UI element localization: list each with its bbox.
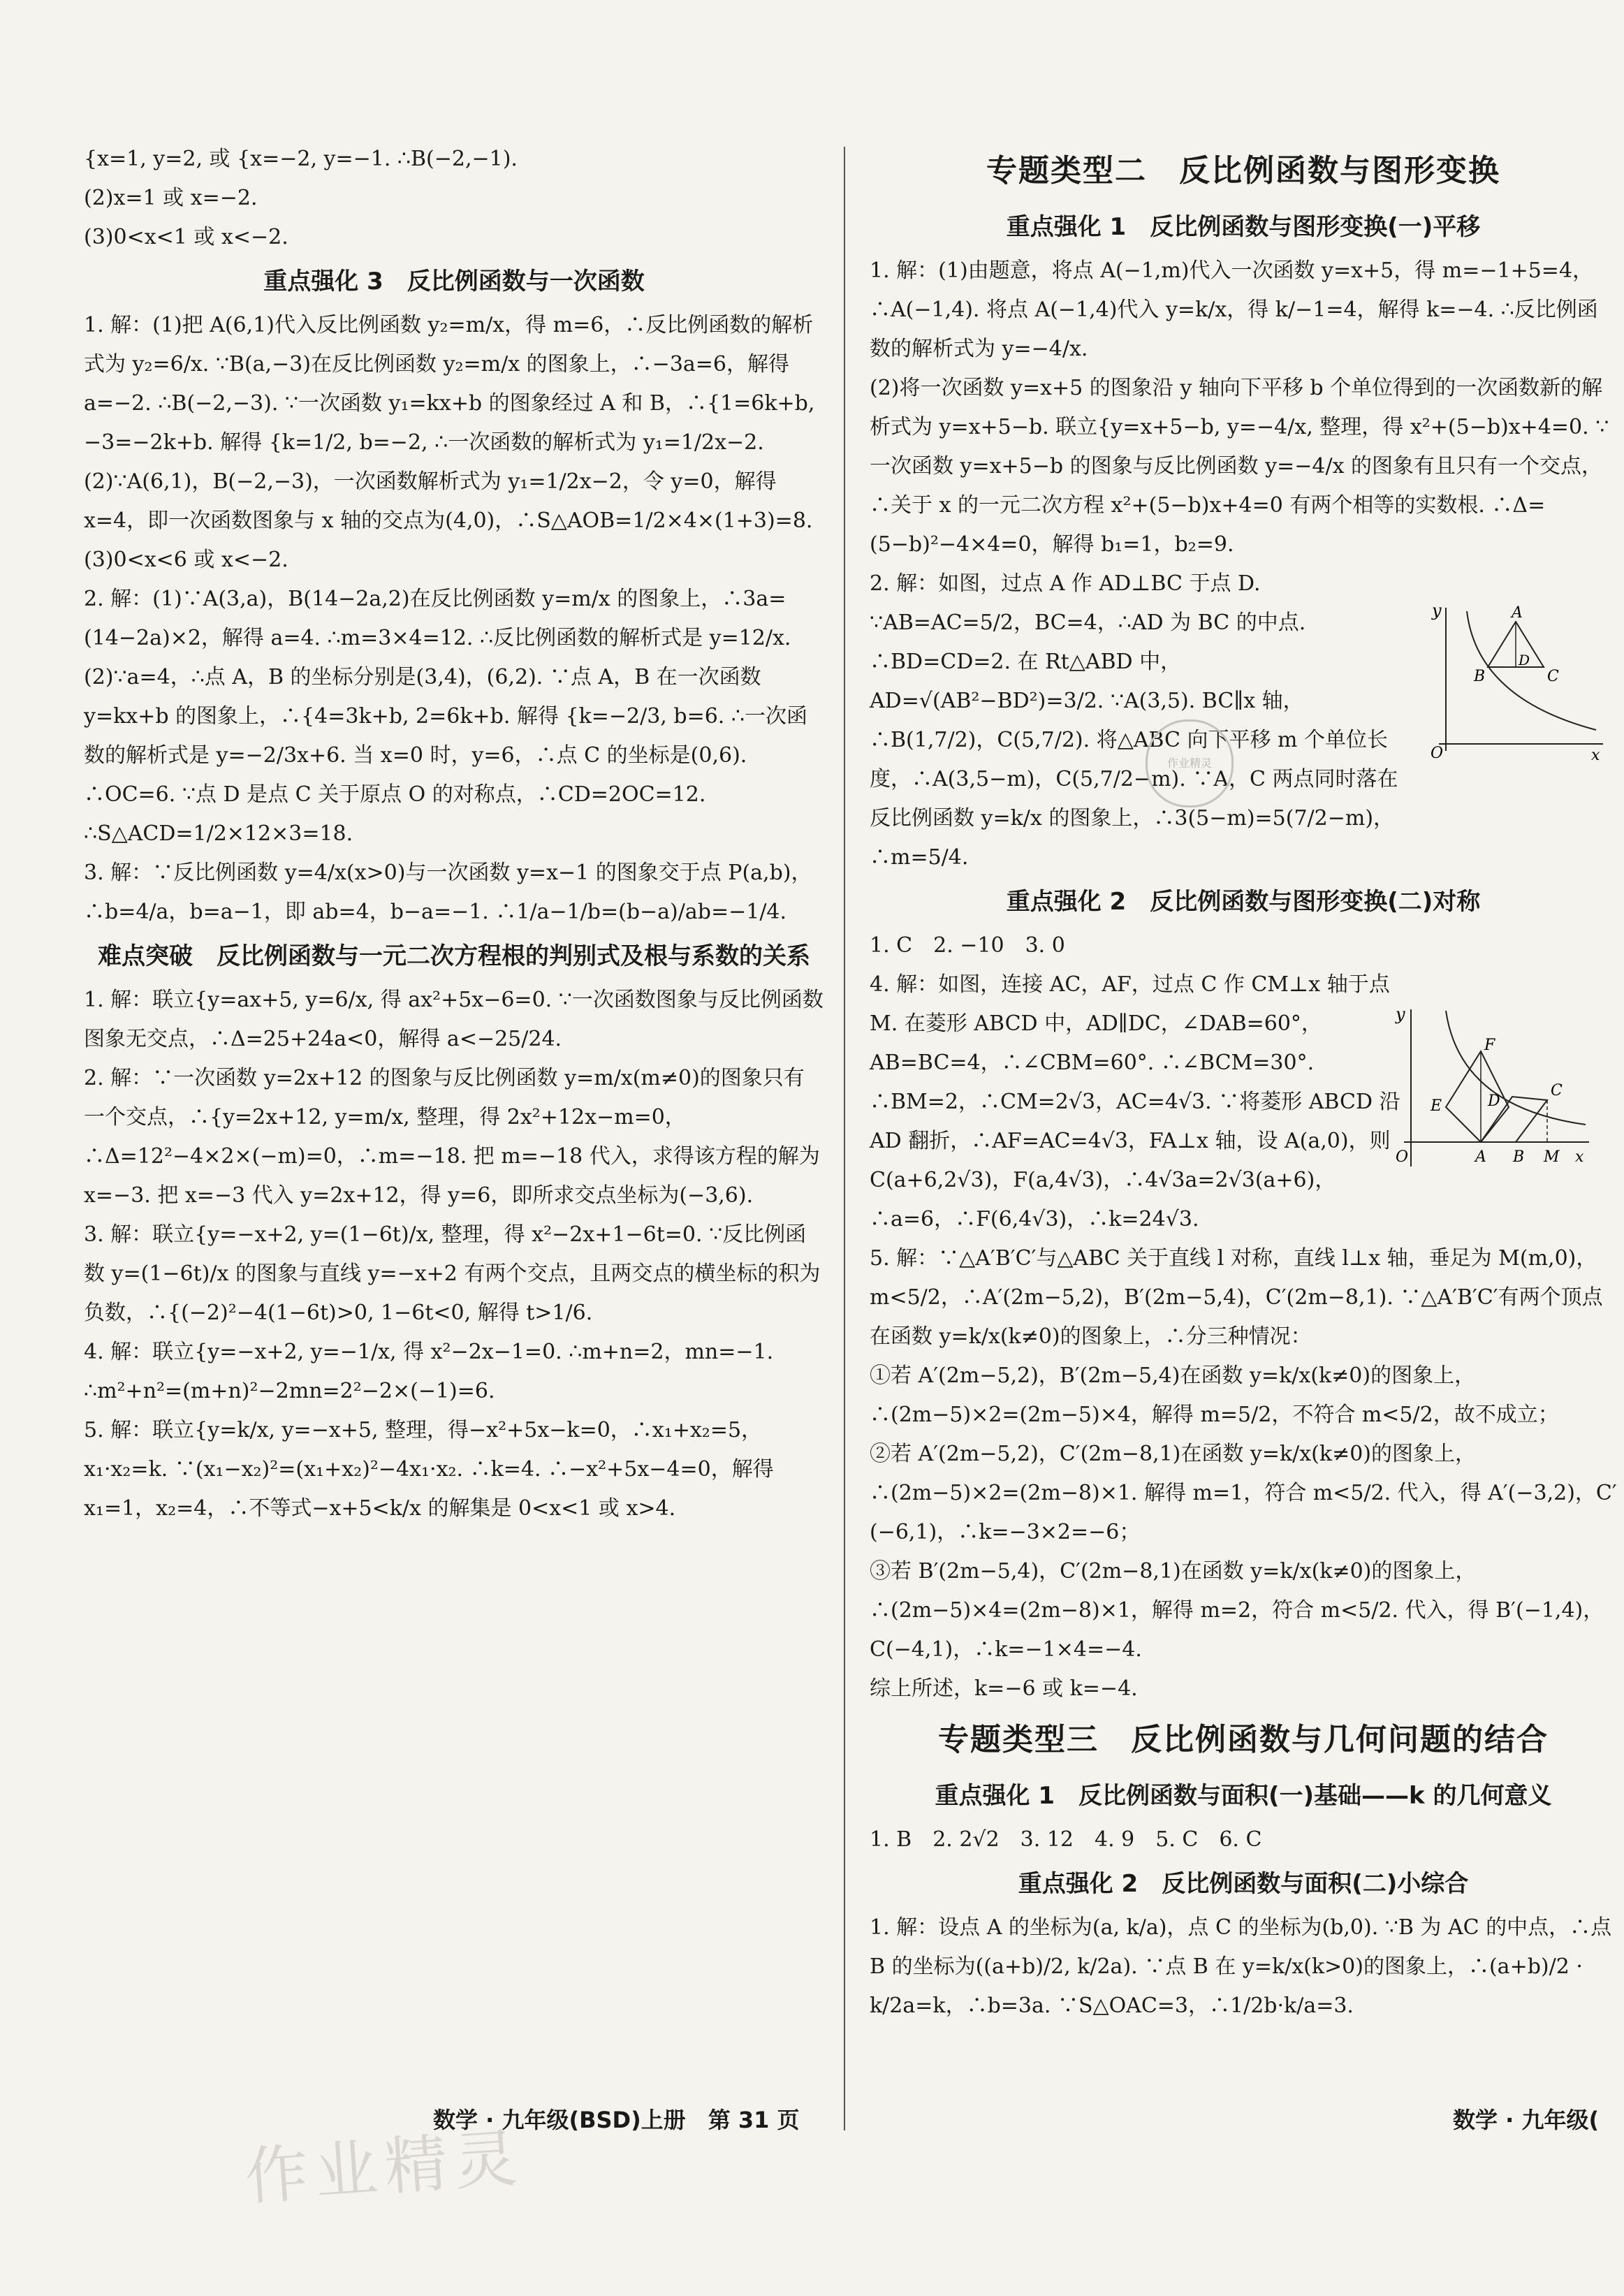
fig-label: M [1544, 1148, 1560, 1166]
fig-label: O [1431, 745, 1444, 761]
solution-paragraph: (2)∵A(6,1)，B(−2,−3)，一次函数解析式为 y₁=1/2x−2，令 y=0，解得 x=4，即一次函数图象与 x 轴的交点为(4,0)，∴S△AOB=1/2×4×(1+3)=8. [84, 469, 813, 533]
section-heading: 重点强化 1 反比例函数与图形变换(一)平移 [1006, 213, 1481, 241]
fig-label: y [1432, 601, 1442, 620]
solution-paragraph: 综上所述，k=−6 或 k=−4. [870, 1676, 1138, 1701]
page-footer-right: 数学 · 九年级( [1453, 2107, 1600, 2133]
solution-paragraph: (3)0<x<6 或 x<−2. [84, 548, 288, 572]
graph-figure-1 [1425, 601, 1607, 761]
fig-label: C [1547, 668, 1559, 685]
page-footer-left: 数学 · 九年级(BSD)上册 第 31 页 [433, 2107, 800, 2133]
fig-label: O [1396, 1148, 1409, 1166]
solution-paragraph: 2. 解：如图，过点 A 作 AD⊥BC 于点 D. ∵AB=AC=5/2，BC=4，∴AD 为 BC 的中点. ∴BD=CD=2. 在 Rt△ABD 中，AD=√(AB²−BD²)=3/2. ∵A(3,5). BC∥x 轴，∴B(1,7/2)，C(5,7/2). 将△ABC 向下平移 m 个单位长度，∴A(3,5−m)，C(5,7/2−m). ∵A，C 两点同时落在反比例函数 y=k/x 的图象上，∴3(5−m)=5(7/2−m)，∴m=5/4. [870, 571, 1398, 870]
left-column [84, 140, 824, 1528]
solution-paragraph: 3. 解：∵反比例函数 y=4/x(x>0)与一次函数 y=x−1 的图象交于点 P(a,b)，∴b=4/a，b=a−1，即 ab=4，b−a=−1. ∴1/a−1/b=(b−a)/ab=−1/4. [84, 861, 812, 924]
answer-line: (3)0<x<1 或 x<−2. [84, 225, 288, 249]
fig-label: D [1488, 1092, 1500, 1110]
fig-label: D [1519, 652, 1530, 668]
topic-heading: 专题类型三 反比例函数与几何问题的结合 [938, 1722, 1549, 1757]
watermark-text: 作业精灵 [242, 2121, 527, 2214]
fig-label: x [1591, 747, 1600, 761]
fig-label: B [1513, 1148, 1525, 1166]
answer-line: (2)x=1 或 x=−2. [84, 186, 258, 210]
answer-line: 1. B 2. 2√2 3. 12 4. 9 5. C 6. C [870, 1827, 1262, 1852]
section-heading: 重点强化 2 反比例函数与面积(二)小综合 [1018, 1870, 1469, 1898]
solution-paragraph: 1. 解：(1)把 A(6,1)代入反比例函数 y₂=m/x，得 m=6，∴反比例函数的解析式为 y₂=6/x. ∵B(a,−3)在反比例函数 y₂=m/x 的图象上，∴−3a=6，解得 a=−2. ∴B(−2,−3). ∵一次函数 y₁=kx+b 的图象经过 A 和 B，∴{1=6k+b, −3=−2k+b. 解得 {k=1/2, b=−2, ∴一次函数的解析式为 y₁=1/2x−2. [84, 313, 815, 455]
answer-line: 1. C 2. −10 3. 0 [870, 933, 1065, 958]
section-heading: 难点突破 反比例函数与一元二次方程根的判别式及根与系数的关系 [98, 942, 810, 970]
solution-paragraph: ①若 A′(2m−5,2)，B′(2m−5,4)在函数 y=k/x(k≠0)的图象上，∴(2m−5)×2=(2m−5)×4，解得 m=5/2，不符合 m<5/2，故不成立； [870, 1363, 1559, 1427]
fig-label: C [1551, 1082, 1563, 1099]
topic-heading: 专题类型二 反比例函数与图形变换 [986, 153, 1500, 189]
fig-label: E [1431, 1097, 1442, 1115]
solution-paragraph: (2)将一次函数 y=x+5 的图象沿 y 轴向下平移 b 个单位得到的一次函数新的解析式为 y=x+5−b. 联立{y=x+5−b, y=−4/x, 整理，得 x²+(5−b)x+4=0. ∵一次函数 y=x+5−b 的图象与反比例函数 y=−4/x 的图象有且只有一个交点，∴关于 x 的一元二次方程 x²+(5−b)x+4=0 有两个相等的实数根. ∴Δ=(5−b)²−4×4=0，解得 b₁=1，b₂=9. [870, 376, 1609, 557]
fig-label: B [1474, 668, 1486, 685]
column-divider [844, 147, 845, 2130]
solution-paragraph: ③若 B′(2m−5,4)，C′(2m−8,1)在函数 y=k/x(k≠0)的图象上，∴(2m−5)×4=(2m−8)×1，解得 m=2，符合 m<5/2. 代入，得 B′(−1,4)，C(−4,1)，∴k=−1×4=−4. [870, 1559, 1604, 1662]
fig-label: F [1484, 1037, 1495, 1054]
solution-paragraph: 1. 解：联立{y=ax+5, y=6/x, 得 ax²+5x−6=0. ∵一次函数图象与反比例函数图象无交点，∴Δ=25+24a<0，解得 a<−25/24. [84, 988, 824, 1051]
fig-label: x [1575, 1148, 1584, 1166]
section-heading: 重点强化 2 反比例函数与图形变换(二)对称 [1006, 888, 1481, 916]
solution-paragraph: 5. 解：∵△A′B′C′与△ABC 关于直线 l 对称，直线 l⊥x 轴，垂足为 M(m,0)，m<5/2，∴A′(2m−5,2)，B′(2m−5,4)，C′(2m−8,1). ∵△A′B′C′有两个顶点在函数 y=k/x(k≠0)的图象上，∴分三种情况： [870, 1246, 1603, 1349]
solution-paragraph: 4. 解：联立{y=−x+2, y=−1/x, 得 x²−2x−1=0. ∴m+n=2，mn=−1. ∴m²+n²=(m+n)²−2mn=2²−2×(−1)=6. [84, 1340, 774, 1403]
solution-paragraph: ②若 A′(2m−5,2)，C′(2m−8,1)在函数 y=k/x(k≠0)的图象上，∴(2m−5)×2=(2m−8)×1. 解得 m=1，符合 m<5/2. 代入，得 A′(−3,2)，C′(−6,1)，∴k=−3×2=−6； [870, 1442, 1617, 1544]
hyperbola-curve [1446, 1011, 1586, 1125]
solution-paragraph: 2. 解：∵一次函数 y=2x+12 的图象与反比例函数 y=m/x(m≠0)的图象只有一个交点，∴{y=2x+12, y=m/x, 整理，得 2x²+12x−m=0，∴Δ=12²−4×2×(−m)=0，∴m=−18. 把 m=−18 代入，求得该方程的解为 x=−3. 把 x=−3 代入 y=2x+12，得 y=6，即所求交点坐标为(−3,6). [84, 1066, 820, 1208]
hyperbola-curve [1467, 611, 1596, 730]
solution-paragraph: 1. 解：设点 A 的坐标为(a, k/a)，点 C 的坐标为(b,0). ∵B 为 AC 的中点，∴点 B 的坐标为((a+b)/2, k/2a). ∵点 B 在 y=k/x(k>0)的图象上，∴(a+b)/2 · k/2a=k，∴b=3a. ∵S△OAC=3，∴1/2b·k/a=3. [870, 1915, 1612, 2018]
solution-paragraph: 2. 解：(1)∵A(3,a)，B(14−2a,2)在反比例函数 y=m/x 的图象上，∴3a=(14−2a)×2，解得 a=4. ∴m=3×4=12. ∴反比例函数的解析式是 y=12/x. [84, 587, 791, 650]
solution-paragraph: 4. 解：如图，连接 AC，AF，过点 C 作 CM⊥x 轴于点 M. 在菱形 ABCD 中，AD∥DC，∠DAB=60°，AB=BC=4，∴∠CBM=60°. ∴∠BCM=30°. ∴BM=2，∴CM=2√3，AC=4√3. ∵将菱形 ABCD 沿 AD 翻折，∴AF=AC=4√3，FA⊥x 轴，设 A(a,0)，则 C(a+6,2√3)，F(a,4√3)，∴4√3a=2√3(a+6)，∴a=6，∴F(6,4√3)，∴k=24√3. [870, 972, 1400, 1231]
solution-paragraph: 5. 解：联立{y=k/x, y=−x+5, 整理，得−x²+5x−k=0，∴x₁+x₂=5，x₁·x₂=k. ∵(x₁−x₂)²=(x₁+x₂)²−4x₁·x₂. ∴k=4. ∴−x²+5x−4=0，解得 x₁=1，x₂=4，∴不等式−x+5<k/x 的解集是 0<x<1 或 x>4. [84, 1418, 774, 1521]
fig-label: A [1475, 1148, 1486, 1166]
section-heading: 重点强化 1 反比例函数与面积(一)基础——k 的几何意义 [935, 1782, 1552, 1810]
solution-paragraph: 1. 解：(1)由题意，将点 A(−1,m)代入一次函数 y=x+5，得 m=−1+5=4，∴A(−1,4). 将点 A(−1,4)代入 y=k/x，得 k/−1=4，解得 k=−4. ∴反比例函数的解析式为 y=−4/x. [870, 258, 1598, 361]
section-heading: 重点强化 3 反比例函数与一次函数 [263, 268, 645, 295]
answer-line: {x=1, y=2, 或 {x=−2, y=−1. ∴B(−2,−1). [84, 147, 518, 171]
fig-label: A [1512, 604, 1523, 622]
solution-paragraph: (2)∵a=4，∴点 A，B 的坐标分别是(3,4)，(6,2). ∵点 A，B 在一次函数 y=kx+b 的图象上，∴{4=3k+b, 2=6k+b. 解得 {k=−2/3, b=6. ∴一次函数的解析式是 y=−2/3x+6. 当 x=0 时，y=6，∴点 C 的坐标是(0,6). ∴OC=6. ∵点 D 是点 C 关于原点 O 的对称点，∴CD=2OC=12. ∴S△ACD=1/2×12×3=18. [84, 665, 807, 846]
graph-figure-2 [1390, 1002, 1593, 1177]
solution-paragraph: 3. 解：联立{y=−x+2, y=(1−6t)/x, 整理，得 x²−2x+1−6t=0. ∵反比例函数 y=(1−6t)/x 的图象与直线 y=−x+2 有两个交点，且两交点的横坐标的积为负数，∴{(−2)²−4(1−6t)>0, 1−6t<0, 解得 t>1/6. [84, 1222, 821, 1325]
fig-label: y [1396, 1004, 1405, 1024]
stamp-watermark: 作业精灵 [1146, 719, 1234, 807]
